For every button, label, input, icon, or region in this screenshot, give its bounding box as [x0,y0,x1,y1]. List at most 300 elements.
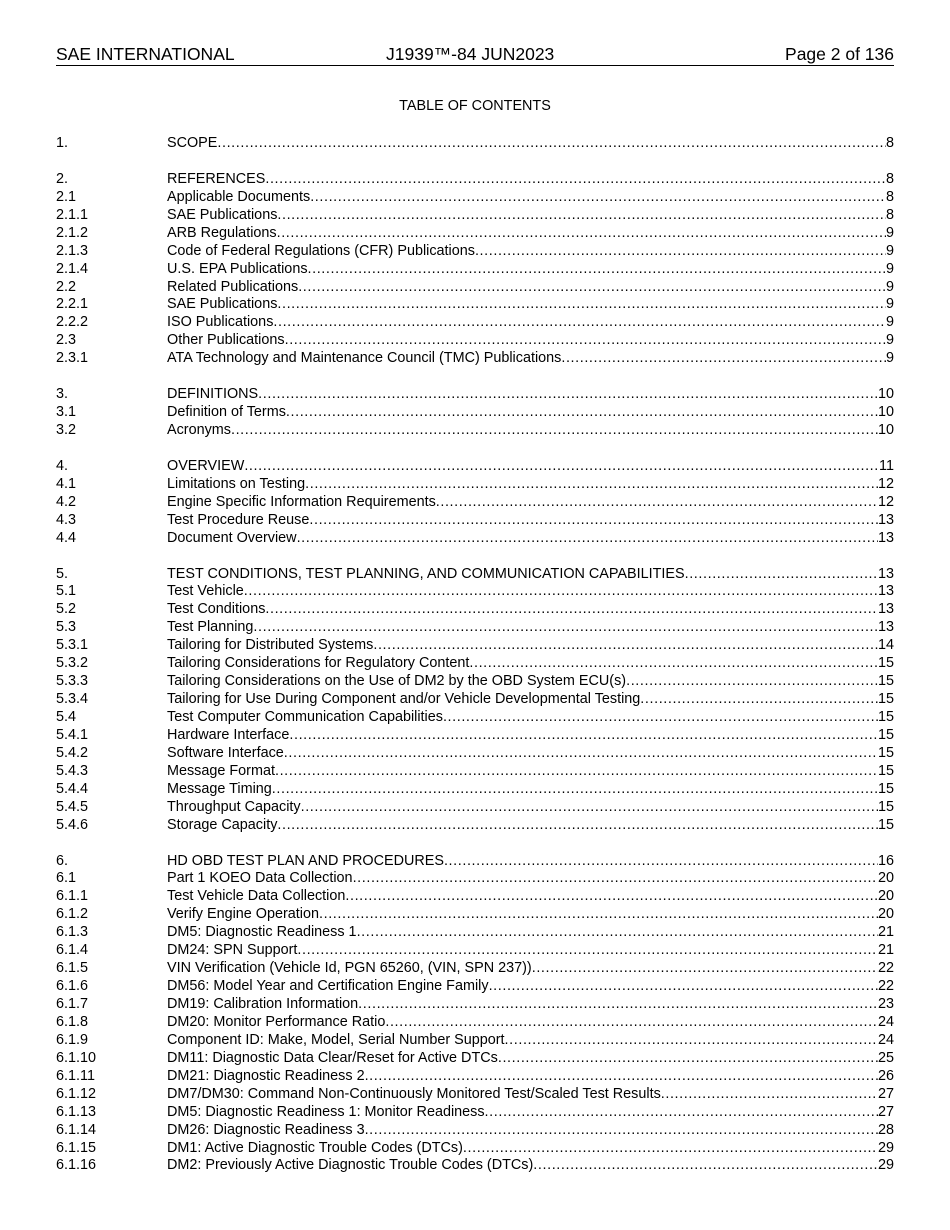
toc-entry[interactable] [56,314,894,332]
toc-entry[interactable] [56,853,894,871]
toc-entry-page: 26 [877,1067,894,1084]
toc-entry-number: 4. [56,457,69,474]
toc-entry-number: 2.1.3 [56,242,89,259]
toc-entry[interactable] [56,530,894,548]
toc-entry-page: 27 [877,1103,894,1120]
toc-entry-number: 2.3 [56,332,77,349]
toc-entry-title: Part 1 KOEO Data Collection [167,870,353,887]
toc-dot-leader [265,171,886,189]
toc-entry-number: 4.1 [56,475,77,492]
toc-entry[interactable] [56,296,894,314]
toc-dot-leader [244,458,879,476]
toc-dot-leader [345,888,878,906]
toc-entry[interactable] [56,709,894,727]
toc-entry-title: DM24: SPN Support [167,942,298,959]
toc-entry-page: 13 [877,565,894,582]
toc-dot-leader [661,1086,878,1104]
toc-dot-leader [505,1032,878,1050]
toc-dot-leader [533,1157,878,1175]
toc-dot-leader [305,476,878,494]
toc-entry[interactable] [56,655,894,673]
header-page-number: Page 2 of 136 [785,44,894,64]
toc-entry-title-group [167,225,886,243]
toc-entry[interactable] [56,225,894,243]
header-document-id: J1939™-84 JUN2023 [386,44,555,64]
toc-dot-leader [365,1068,878,1086]
toc-entry-title-group [167,745,878,763]
toc-dot-leader [273,314,886,332]
toc-entry[interactable] [56,566,894,584]
toc-entry[interactable] [56,404,894,422]
toc-entry-page: 25 [877,1049,894,1066]
toc-dot-leader [258,386,878,404]
toc-entry[interactable] [56,763,894,781]
toc-entry-page: 12 [877,475,894,492]
toc-entry-title-group [167,888,878,906]
toc-entry-page: 21 [877,924,894,941]
toc-entry[interactable] [56,781,894,799]
toc-entry-title: DM7/DM30: Command Non-Continuously Monitored Test/Scaled Test Results [167,1085,661,1102]
toc-entry[interactable] [56,135,894,153]
toc-entry-title-group [167,1068,878,1086]
toc-dot-leader [285,332,886,350]
toc-entry-number: 2.2 [56,278,77,295]
toc-dot-leader [301,799,878,817]
toc-entry-page: 9 [885,314,894,331]
toc-entry[interactable] [56,494,894,512]
toc-dot-leader [353,870,878,888]
toc-entry-title-group [167,673,878,691]
toc-entry[interactable] [56,583,894,601]
toc-entry-page: 8 [885,170,894,187]
toc-entry-number: 6.1.3 [56,924,89,941]
toc-entry-title: U.S. EPA Publications [167,260,308,277]
toc-entry-title: Tailoring for Distributed Systems [167,637,374,654]
toc-entry-page: 10 [877,422,894,438]
toc-entry-title-group [167,135,886,153]
toc-entry[interactable] [56,1086,894,1104]
toc-entry-title: DM1: Active Diagnostic Trouble Codes (DTCs) [167,1139,463,1156]
toc-entry-page: 28 [877,1121,894,1138]
toc-entry[interactable] [56,960,894,978]
toc-entry-number: 4.3 [56,511,77,528]
toc-dot-leader [308,261,886,279]
toc-entry-number: 2.1 [56,188,77,205]
toc-dot-leader [286,404,878,422]
toc-entry-title: SAE Publications [167,296,278,313]
toc-entry[interactable] [56,1068,894,1086]
toc-dot-leader [277,207,886,225]
toc-entry-title-group [167,960,878,978]
toc-entry-number: 5.2 [56,601,77,618]
toc-entry-page: 22 [877,978,894,995]
toc-entry-number: 6.1.12 [56,1085,97,1102]
toc-dot-leader [485,1104,878,1122]
toc-entry-title: Related Publications [167,278,299,295]
toc-entry-title: Test Vehicle Data Collection [167,888,346,905]
toc-entry-page: 9 [885,278,894,295]
toc-entry-page: 9 [885,350,894,367]
toc-entry-title-group [167,512,878,530]
toc-entry-number: 2.1.4 [56,260,89,277]
toc-entry-title-group [167,781,878,799]
toc-entry-number: 6.1.1 [56,888,89,905]
toc-entry[interactable] [56,727,894,745]
toc-entry-title-group [167,1157,878,1175]
toc-entry-title: ISO Publications [167,314,274,331]
toc-dot-leader [277,817,878,835]
toc-entry-page: 13 [877,583,894,600]
toc-entry-page: 20 [877,888,894,905]
toc-entry-number: 5.4.2 [56,744,89,761]
table-of-contents [56,135,894,1175]
toc-entry[interactable] [56,817,894,835]
toc-entry-title-group [167,637,878,655]
toc-entry-number: 6.1.13 [56,1103,97,1120]
toc-entry-page: 24 [877,1013,894,1030]
toc-entry-page: 23 [877,996,894,1012]
toc-entry-page: 13 [877,529,894,546]
toc-entry-page: 29 [877,1139,894,1156]
toc-entry[interactable] [56,924,894,942]
toc-entry[interactable] [56,476,894,494]
toc-entry-title-group [167,207,886,225]
toc-entry[interactable] [56,673,894,691]
toc-entry-page: 20 [877,870,894,887]
toc-entry-title: DM56: Model Year and Certification Engine Family [167,978,489,995]
toc-entry[interactable] [56,870,894,888]
toc-entry-title-group [167,1086,878,1104]
toc-entry-title-group [167,978,878,996]
toc-entry[interactable] [56,1032,894,1050]
toc-entry-number: 6.1.15 [56,1139,97,1156]
toc-entry[interactable] [56,691,894,709]
toc-entry-title-group [167,853,878,871]
toc-entry-page: 9 [885,260,894,277]
toc-entry-page: 15 [877,762,894,779]
toc-entry-title-group [167,924,878,942]
toc-entry-page: 27 [877,1085,894,1102]
toc-entry[interactable] [56,332,894,350]
toc-entry[interactable] [56,996,894,1014]
toc-entry[interactable] [56,1157,894,1175]
toc-entry-number: 6.1.9 [56,1031,89,1048]
toc-entry-number: 4.2 [56,493,77,510]
toc-dot-leader [319,906,878,924]
toc-dot-leader [297,530,878,548]
toc-entry-page: 8 [885,206,894,223]
toc-entry[interactable] [56,422,894,440]
toc-dot-leader [298,279,886,297]
toc-entry-number: 6.1.10 [56,1049,97,1066]
toc-entry-title-group [167,476,878,494]
toc-dot-leader [489,978,878,996]
toc-entry[interactable] [56,888,894,906]
toc-entry-title-group [167,332,886,350]
toc-entry-page: 9 [885,242,894,259]
toc-entry-title: Storage Capacity [167,816,278,833]
toc-entry-page: 22 [877,960,894,977]
toc-entry-number: 5.3.2 [56,655,89,672]
toc-spacer [56,368,894,386]
toc-dot-leader [475,243,886,261]
toc-entry-title-group [167,763,878,781]
toc-entry-title: DM20: Monitor Performance Ratio [167,1013,386,1030]
toc-entry-number: 5.1 [56,583,77,600]
toc-entry-title-group [167,171,886,189]
toc-entry-title-group [167,422,878,440]
toc-entry-title-group [167,709,878,727]
toc-entry-page: 24 [877,1031,894,1048]
toc-entry-page: 10 [877,404,894,421]
header-publisher: SAE INTERNATIONAL [56,44,235,64]
toc-entry-number: 6.1.5 [56,960,89,977]
toc-spacer [56,440,894,458]
toc-entry-title-group [167,1140,878,1158]
toc-entry-title: Software Interface [167,744,284,761]
toc-entry-title-group [167,1032,878,1050]
toc-entry-number: 6.1.8 [56,1013,89,1030]
toc-entry-title-group [167,530,878,548]
toc-entry-title-group [167,691,878,709]
toc-entry-number: 6. [56,852,69,869]
toc-entry-title: HD OBD TEST PLAN AND PROCEDURES [167,852,444,869]
toc-dot-leader [365,1122,878,1140]
toc-entry[interactable] [56,279,894,297]
toc-entry-number: 5.3 [56,619,77,636]
toc-entry[interactable] [56,171,894,189]
toc-entry-title-group [167,619,878,637]
toc-entry-title: Hardware Interface [167,726,290,743]
toc-entry[interactable] [56,601,894,619]
toc-entry-number: 5.4.6 [56,816,89,833]
toc-entry-title-group [167,1014,878,1032]
toc-dot-leader [265,601,878,619]
toc-dot-leader [444,853,878,871]
toc-entry[interactable] [56,350,894,368]
toc-entry-number: 5.3.3 [56,673,89,690]
toc-entry-page: 15 [877,673,894,690]
toc-entry-number: 2.3.1 [56,350,89,367]
toc-entry-page: 16 [877,852,894,869]
toc-entry-title: VIN Verification (Vehicle Id, PGN 65260, (VIN, SPN 237)) [167,960,532,977]
toc-dot-leader [231,422,878,440]
toc-entry[interactable] [56,386,894,404]
toc-entry-title-group [167,261,886,279]
toc-entry-page: 15 [877,691,894,708]
toc-entry-title-group [167,386,878,404]
toc-entry-number: 5.3.1 [56,637,89,654]
toc-entry-page: 9 [885,332,894,349]
page-header [56,44,894,66]
toc-entry[interactable] [56,942,894,960]
toc-entry-title: Limitations on Testing [167,475,306,492]
toc-entry-title: Engine Specific Information Requirements [167,493,436,510]
toc-entry[interactable] [56,243,894,261]
toc-entry[interactable] [56,745,894,763]
toc-spacer [56,835,894,853]
toc-entry-title: Document Overview [167,529,297,546]
toc-entry-title: DM26: Diagnostic Readiness 3 [167,1121,365,1138]
toc-entry-page: 20 [877,906,894,923]
toc-entry[interactable] [56,261,894,279]
toc-entry-number: 5.4.3 [56,762,89,779]
toc-dot-leader [626,673,878,691]
toc-entry-title: DM11: Diagnostic Data Clear/Reset for Active DTCs [167,1049,498,1066]
toc-entry[interactable] [56,1140,894,1158]
toc-entry-page: 9 [885,296,894,313]
toc-entry-page: 15 [877,744,894,761]
toc-dot-leader [561,350,886,368]
toc-dot-leader [277,296,886,314]
toc-entry-title: Test Procedure Reuse [167,511,310,528]
toc-dot-leader [309,512,878,530]
toc-entry-page: 13 [877,619,894,636]
toc-dot-leader [275,763,878,781]
toc-entry-page: 9 [885,224,894,241]
toc-entry[interactable] [56,458,894,476]
toc-entry-page: 15 [877,798,894,815]
toc-entry[interactable] [56,189,894,207]
toc-dot-leader [443,709,878,727]
toc-entry-number: 6.1.14 [56,1121,97,1138]
toc-entry-page: 15 [877,655,894,672]
toc-entry-title-group [167,1104,878,1122]
toc-entry-title-group [167,189,886,207]
toc-entry-title: Message Format [167,762,275,779]
toc-entry-number: 5.4 [56,709,77,725]
toc-entry-title-group [167,350,886,368]
toc-entry-number: 6.1.4 [56,942,89,959]
toc-dot-leader [289,727,878,745]
toc-entry-title: ATA Technology and Maintenance Council (TMC) Publications [167,350,562,367]
toc-entry[interactable] [56,207,894,225]
toc-entry-title: Test Computer Communication Capabilities [167,709,443,725]
toc-entry-title-group [167,583,878,601]
toc-dot-leader [358,996,878,1014]
toc-entry[interactable] [56,512,894,530]
toc-entry-number: 5.4.4 [56,780,89,797]
toc-entry-title-group [167,404,878,422]
toc-entry-title: Test Vehicle [167,583,244,600]
toc-entry-page: 21 [877,942,894,959]
toc-dot-leader [217,135,886,153]
toc-entry-title: Tailoring Considerations on the Use of DM2 by the OBD System ECU(s) [167,673,627,690]
toc-entry-title-group [167,799,878,817]
toc-entry[interactable] [56,619,894,637]
toc-entry-page: 11 [879,457,894,474]
toc-entry-title-group [167,906,878,924]
toc-entry-title: Verify Engine Operation [167,906,319,923]
toc-entry-number: 6.1.7 [56,996,89,1012]
toc-entry-title: DM5: Diagnostic Readiness 1: Monitor Readiness [167,1103,485,1120]
toc-dot-leader [357,924,878,942]
toc-entry-title: DM5: Diagnostic Readiness 1 [167,924,357,941]
toc-dot-leader [244,583,878,601]
toc-entry-page: 8 [885,135,894,151]
toc-entry-number: 5. [56,565,69,582]
toc-entry-title: Applicable Documents [167,188,311,205]
toc-entry-page: 15 [877,780,894,797]
toc-entry-title: ARB Regulations [167,224,277,241]
toc-entry-number: 5.4.5 [56,798,89,815]
toc-entry-number: 4.4 [56,529,77,546]
toc-entry-title-group [167,566,878,584]
toc-entry[interactable] [56,1014,894,1032]
toc-dot-leader [463,1140,878,1158]
toc-entry-page: 8 [885,188,894,205]
toc-entry-page: 15 [877,726,894,743]
toc-entry[interactable] [56,1104,894,1122]
toc-dot-leader [373,637,878,655]
toc-entry-title: REFERENCES [167,170,266,187]
toc-entry-title-group [167,279,886,297]
toc-entry-page: 14 [877,637,894,654]
toc-entry[interactable] [56,637,894,655]
toc-dot-leader [385,1014,878,1032]
toc-entry-page: 12 [877,493,894,510]
toc-heading: TABLE OF CONTENTS [399,98,551,114]
toc-entry[interactable] [56,1122,894,1140]
toc-entry-number: 3. [56,386,69,403]
toc-entry-title: Test Planning [167,619,254,636]
toc-spacer [56,153,894,171]
toc-entry-title: SAE Publications [167,206,278,223]
toc-entry-title: TEST CONDITIONS, TEST PLANNING, AND COMMUNICATION CAPABILITIES [167,565,685,582]
toc-entry-page: 15 [877,709,894,725]
toc-dot-leader [436,494,878,512]
toc-dot-leader [498,1050,878,1068]
toc-entry-number: 5.4.1 [56,726,89,743]
toc-entry-number: 6.1.16 [56,1157,97,1174]
toc-entry-number: 6.1.11 [56,1067,95,1084]
toc-entry-number: 3.2 [56,422,77,438]
toc-entry-title-group [167,296,886,314]
toc-entry-title-group [167,458,879,476]
toc-dot-leader [297,942,878,960]
toc-entry-title: Acronyms [167,422,231,438]
toc-entry-title-group [167,243,886,261]
toc-entry[interactable] [56,978,894,996]
toc-entry-number: 6.1 [56,870,77,887]
toc-entry-number: 3.1 [56,404,77,421]
toc-dot-leader [253,619,878,637]
toc-dot-leader [532,960,878,978]
toc-dot-leader [685,566,878,584]
toc-entry-title: Definition of Terms [167,404,286,421]
toc-entry-number: 1. [56,135,69,151]
toc-entry-page: 13 [877,601,894,618]
toc-entry-title: DM19: Calibration Information [167,996,359,1012]
toc-entry-title-group [167,996,878,1014]
toc-entry-title-group [167,1050,878,1068]
toc-entry-title-group [167,817,878,835]
toc-entry-title: DM21: Diagnostic Readiness 2 [167,1067,365,1084]
toc-entry-number: 2.1.1 [56,206,89,223]
toc-entry[interactable] [56,1050,894,1068]
toc-entry-title: OVERVIEW [167,457,245,474]
toc-dot-leader [277,225,886,243]
toc-entry-title: DM2: Previously Active Diagnostic Trouble Codes (DTCs) [167,1157,534,1174]
toc-entry-title-group [167,870,878,888]
toc-entry-title-group [167,727,878,745]
toc-entry[interactable] [56,799,894,817]
toc-entry-title: SCOPE [167,135,218,151]
toc-entry-number: 2.1.2 [56,224,89,241]
toc-entry[interactable] [56,906,894,924]
toc-dot-leader [640,691,878,709]
toc-dot-leader [284,745,878,763]
